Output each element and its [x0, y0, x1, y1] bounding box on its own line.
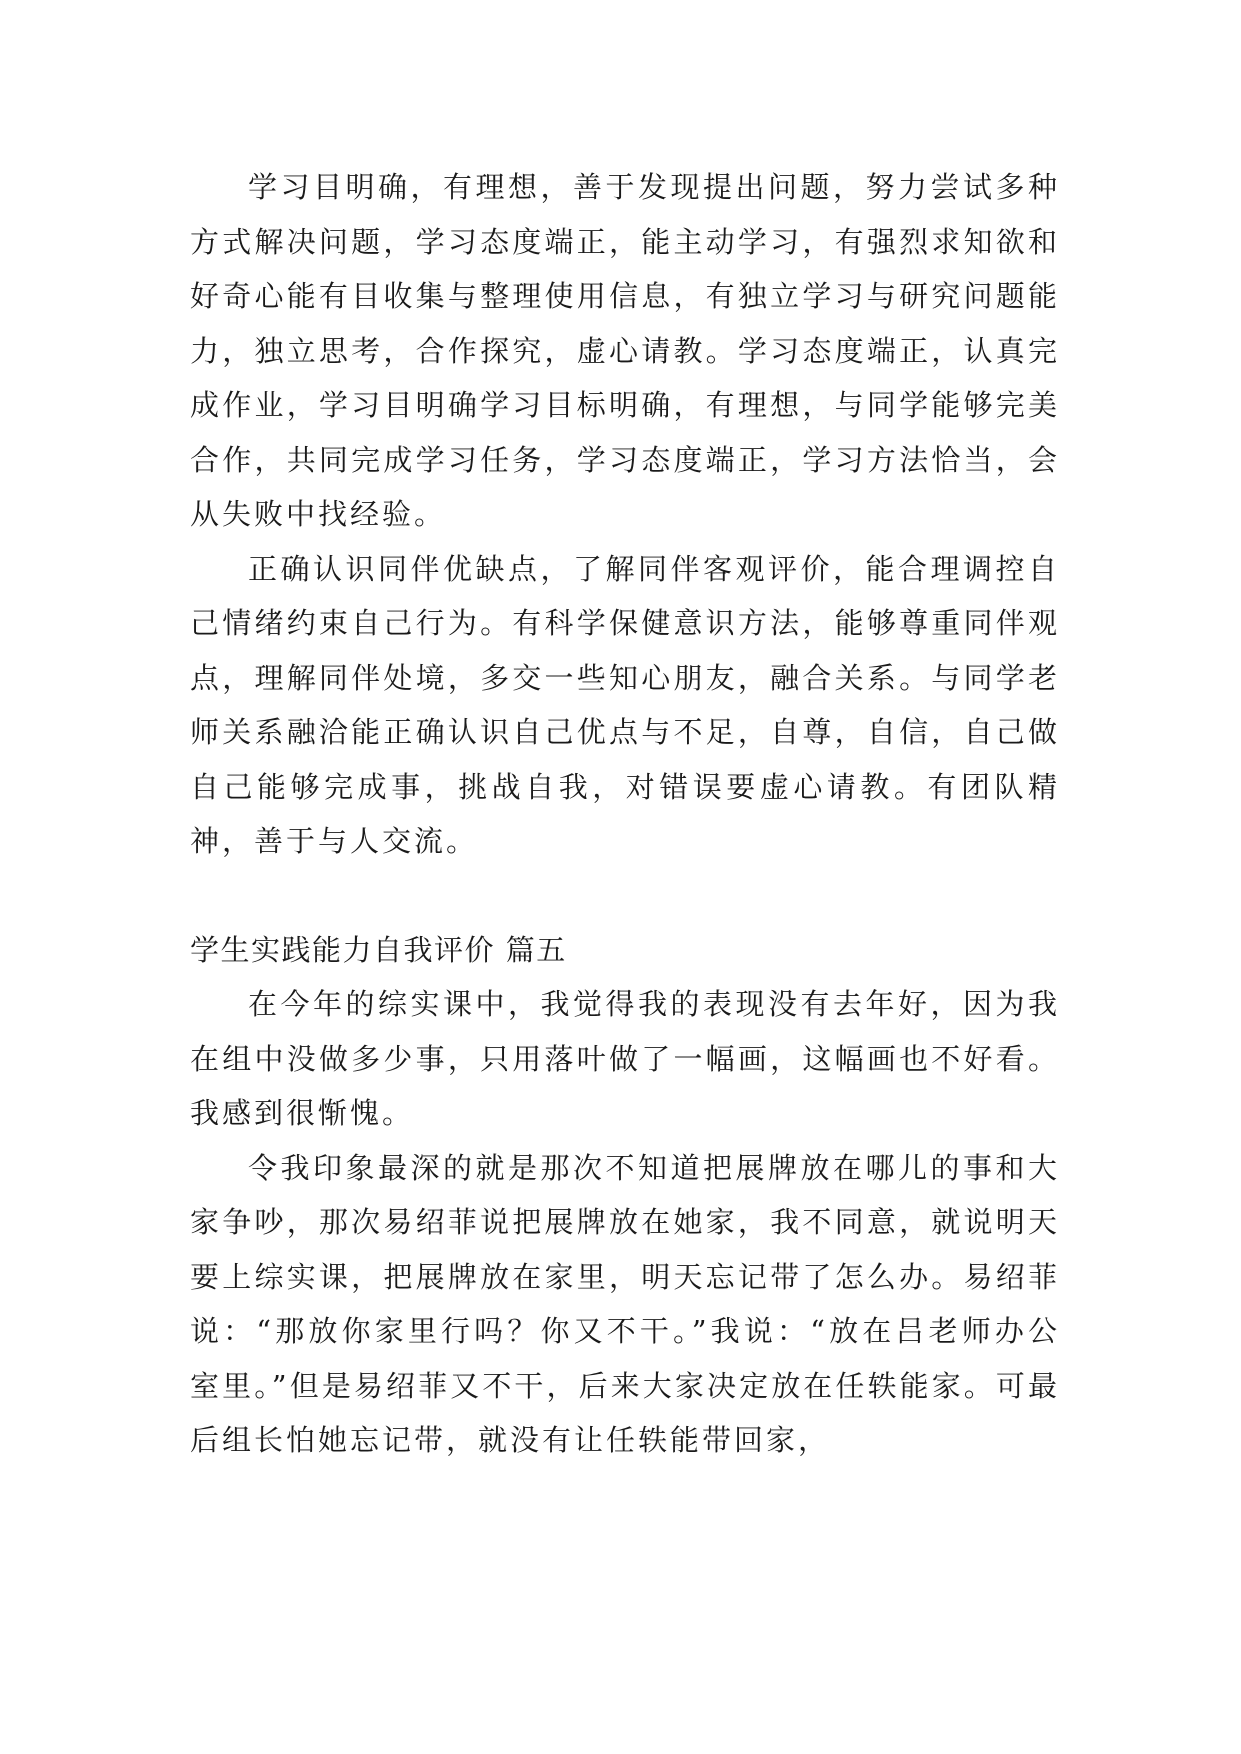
paragraph-display-board-story: 令我印象最深的就是那次不知道把展牌放在哪儿的事和大家争吵，那次易绍菲说把展牌放在她家，我不同意，就说明天要上综实课，把展牌放在家里，明天忘记带了怎么办。易绍菲说：“那放你家里行吗？你又不干。”我说：“放在吕老师办公室里。”但是易绍菲又不干，后来大家决定放在任轶能家。可最后组长怕她忘记带，就没有让任轶能带回家， [190, 1150, 1060, 1457]
document-body [190, 160, 1060, 1468]
paragraph-peer-relations: 正确认识同伴优缺点，了解同伴客观评价，能合理调控自己情绪约束自己行为。有科学保健意识方法，能够尊重同伴观点，理解同伴处境，多交一些知心朋友，融合关系。与同学老师关系融洽能正确认识自己优点与不足，自尊，自信，自己做自己能够完成事，挑战自我，对错误要虚心请教。有团队精神，善于与人交流。 [190, 551, 1060, 858]
section-heading: 学生实践能力自我评价 篇五 [190, 932, 567, 967]
paragraph-learning-attitude: 学习目明确，有理想，善于发现提出问题，努力尝试多种方式解决问题，学习态度端正，能主动学习，有强烈求知欲和好奇心能有目收集与整理使用信息，有独立学习与研究问题能力，独立思考，合作探究，虚心请教。学习态度端正，认真完成作业，学习目明确学习目标明确，有理想，与同学能够完美合作，共同完成学习任务，学习态度端正，学习方法恰当，会从失败中找经验。 [190, 170, 1060, 531]
paragraph-class-performance: 在今年的综实课中，我觉得我的表现没有去年好，因为我在组中没做多少事，只用落叶做了一幅画，这幅画也不好看。我感到很惭愧。 [190, 987, 1060, 1130]
